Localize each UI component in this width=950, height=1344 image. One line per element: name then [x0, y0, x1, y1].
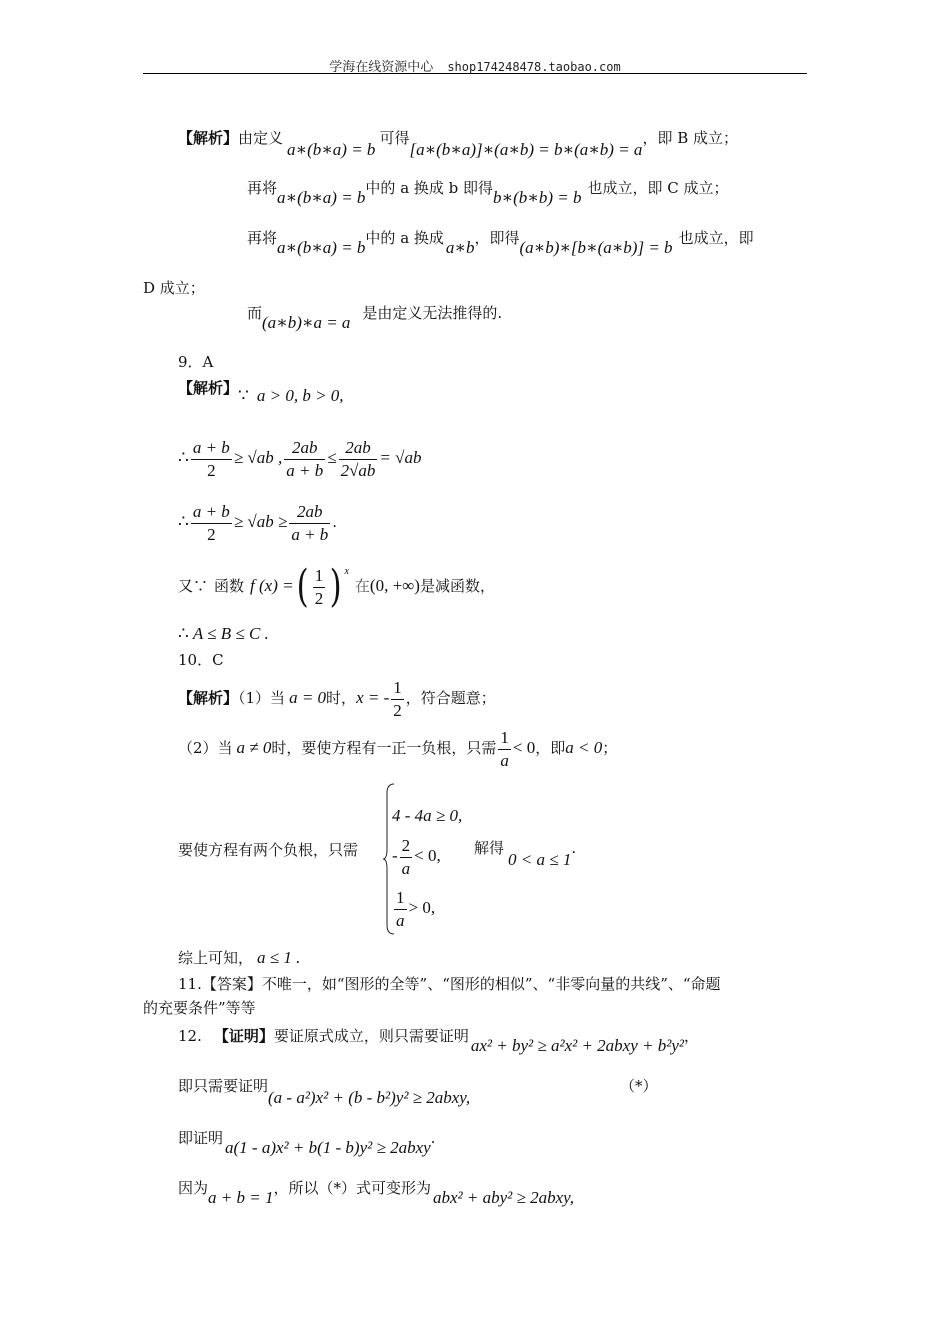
q12-line-4: 因为a + b = 1，所以（*）式可变形为 abx² + aby² ≥ 2abxy, — [178, 1179, 574, 1207]
q8-formula-5: a∗(b∗a) = b — [277, 238, 366, 257]
q9-line-1: 【解析】∵ a > 0, b > 0, — [178, 379, 344, 405]
header-rule — [143, 73, 807, 74]
q8-label: 【解析】 — [178, 129, 239, 147]
q8-line-1: 【解析】由定义a∗(b∗a) = b可得[a∗(b∗a)]∗(a∗b) = b∗(a∗b) = a，即 B 成立； — [178, 129, 738, 159]
header-site: shop174248478.taobao.com — [447, 60, 621, 74]
q12-formula-5: abx² + aby² ≥ 2abxy, — [432, 1188, 574, 1207]
q8-formula-6: a∗b — [445, 238, 475, 257]
q12-line-3: 即证明 a(1 - a)x² + b(1 - b)y² ≥ 2abxy. — [178, 1129, 436, 1157]
q12-line-1: 12. 【证明】要证原式成立，则只需要证明 ax² + by² ≥ a²x² + 2abxy + b²y²， — [178, 1027, 700, 1055]
header-title: 学海在线资源中心 — [329, 60, 434, 75]
q9-line-4: 又∵ 函数 f (x) =( $\frac{1}{2}$ ) $^x$在(0, +∞)是减函数， — [178, 561, 495, 612]
q10-cond-2: - $\frac{2}{a}$ < 0, — [392, 835, 441, 878]
q8-formula-3: a∗(b∗a) = b — [277, 188, 366, 207]
q12-star-label: （*） — [620, 1077, 658, 1095]
q10-line-2: （2）当 a ≠ 0时，要使方程有一正一负根，只需 $\frac{1}{a}$ < 0，即a < 0； — [178, 727, 618, 770]
q10-line-3: 要使方程有两个负根，只需 — [178, 841, 359, 859]
q12-formula-3: a(1 - a)x² + b(1 - b)y² ≥ 2abxy — [225, 1138, 431, 1157]
q8-formula-4: b∗(b∗b) = b — [493, 188, 582, 207]
q12-formula-2: (a - a²)x² + (b - b²)y² ≥ 2abxy, — [268, 1088, 471, 1107]
q10-line-1: 【解析】（1）当 a = 0时，x = - $\frac{1}{2}$ ，符合题意； — [178, 677, 496, 720]
q9-number: 9．A — [178, 353, 214, 371]
q10-summary: 综上可知， a ≤ 1 . — [178, 948, 301, 967]
q12-formula-1: ax² + by² ≥ a²x² + 2abxy + b²y² — [470, 1036, 684, 1055]
q9-conclusion: ∴ A ≤ B ≤ C . — [178, 624, 269, 643]
q10-cond-1: 4 - 4a ≥ 0, — [392, 806, 463, 825]
q10-number: 10．C — [178, 651, 224, 669]
q10-cond-3: $\frac{1}{a}$ > 0, — [396, 887, 436, 930]
q9-line-2: ∴ $\frac{a + b}{2}$ ≥ √ab , $\frac{2ab}{a + b}$ ≤ $\frac{2ab}{2√ab}$ = √ab — [178, 437, 422, 480]
q8-line-3: 再将a∗(b∗a) = b中的 a 换成 a∗b，即得(a∗b)∗[b∗(a∗b)] = b 也成立，即 — [247, 229, 754, 257]
q8-formula-1: a∗(b∗a) = b — [287, 140, 376, 159]
q12-formula-4: a + b = 1 — [208, 1188, 274, 1207]
q8-line-4: D 成立； — [143, 279, 205, 297]
q11-line-2: 的充要条件”等等 — [143, 999, 256, 1017]
q9-line-3: ∴ $\frac{a + b}{2}$ ≥ √ab ≥ $\frac{2ab}{a + b}$ . — [178, 501, 338, 544]
q8-formula-7: (a∗b)∗[b∗(a∗b)] = b — [519, 238, 673, 257]
q10-solve: 解得0 < a ≤ 1. — [474, 839, 577, 869]
q8-formula-2: [a∗(b∗a)]∗(a∗b) = b∗(a∗b) = a — [409, 140, 643, 159]
q8-line-2: 再将a∗(b∗a) = b中的 a 换成 b 即得b∗(b∗b) = b 也成立，即 C 成立； — [247, 179, 729, 207]
q8-formula-8: (a∗b)∗a = a — [262, 313, 351, 332]
q11-line-1: 11.【答案】不唯一，如“图形的全等”、“图形的相似”、“非零向量的共线”、“命题 — [178, 975, 721, 993]
q12-line-2: 即只需要证明(a - a²)x² + (b - b²)y² ≥ 2abxy, — [178, 1077, 471, 1107]
q8-line-5: 而(a∗b)∗a = a 是由定义无法推得的. — [247, 304, 503, 332]
